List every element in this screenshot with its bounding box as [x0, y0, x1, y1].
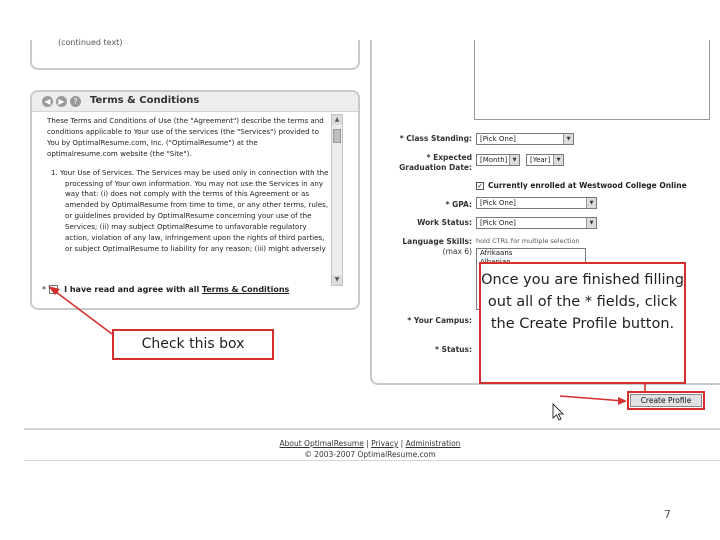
page-number: 7: [664, 508, 671, 521]
footer-divider-top: [24, 428, 720, 430]
instructions-callout: Once you are finished filling out all of the * fields, click the Create Profile button.: [479, 262, 686, 384]
terms-title: Terms & Conditions: [90, 95, 200, 106]
arrowhead-button: [618, 397, 627, 405]
help-icon[interactable]: ?: [70, 96, 81, 107]
class-standing-label: * Class Standing:: [399, 134, 472, 143]
grad-month-value: [Month]: [480, 156, 508, 164]
language-option[interactable]: Afrikaans: [480, 249, 513, 257]
class-standing-value: [Pick One]: [480, 135, 516, 143]
create-profile-button[interactable]: Create Profile: [630, 394, 702, 407]
enrolled-checkbox[interactable]: ✓: [477, 182, 483, 190]
separator: |: [400, 439, 404, 448]
terms-link[interactable]: Terms & Conditions: [201, 285, 290, 294]
chevron-down-icon: ▼: [586, 218, 596, 228]
expected-grad-label-2: Graduation Date:: [399, 163, 472, 172]
chevron-down-icon: ▼: [553, 155, 563, 165]
scroll-down-icon[interactable]: ▼: [332, 275, 342, 285]
footer-links: [0, 439, 720, 448]
chevron-down-icon: ▼: [586, 198, 596, 208]
mouse-cursor-icon: [553, 404, 563, 420]
work-status-value: [Pick One]: [480, 219, 516, 227]
campus-label: * Your Campus:: [407, 316, 472, 325]
about-link[interactable]: About OptimalResume: [279, 439, 364, 448]
gpa-value: [Pick One]: [480, 199, 516, 207]
chevron-down-icon: ▼: [563, 134, 573, 144]
chevron-down-icon: ▼: [509, 155, 519, 165]
language-hint: hold CTRL for multiple selection: [476, 237, 580, 245]
privacy-link[interactable]: Privacy: [371, 439, 399, 448]
required-marker: *: [42, 285, 46, 294]
language-skills-max: (max 6): [442, 247, 472, 256]
forward-arrow-icon[interactable]: ▶: [56, 96, 67, 107]
terms-intro: These Terms and Conditions of Use (the "Agreement") describe the terms and conditions applicable to Your use of the services (the "Services") provided to You by OptimalResume.com, Inc. ("OptimalResume") at the optimalresume.com website (the "Site").: [47, 116, 324, 158]
status-label: * Status:: [435, 345, 472, 354]
administration-link[interactable]: Administration: [405, 439, 461, 448]
previous-panel-text: (continued text): [58, 38, 123, 47]
separator: |: [366, 439, 369, 448]
enrolled-label: Currently enrolled at Westwood College Online: [488, 181, 687, 190]
terms-section-1: 1. Your Use of Services. The Services may be used only in connection with the processing of Your own information. You may not use the Services in any way that: (i) does not comply with the terms of this Agreement or as amended by OptimalResume from time to time, or any other terms, rules, or guidelines provided by OptimalResume concerning your use of the Services; (ii) may subject OptimalResume to unfavorable regulatory action, violation of any law, infringement upon the rights of third parties, or subject OptimalResume to liability for any reason; (iii) might adversely: [51, 167, 329, 253]
work-status-label: Work Status:: [417, 218, 472, 227]
language-skills-label: Language Skills:: [402, 237, 472, 246]
expected-grad-label-1: * Expected: [426, 153, 472, 162]
agree-text: I have read and agree with all: [64, 285, 200, 294]
arrow-to-button: [560, 396, 624, 401]
scroll-up-icon[interactable]: ▲: [332, 115, 342, 125]
copyright: © 2003-2007 OptimalResume.com: [304, 450, 436, 459]
back-arrow-icon[interactable]: ◀: [42, 96, 53, 107]
grad-year-value: [Year]: [530, 156, 551, 164]
gpa-label: * GPA:: [445, 200, 472, 209]
arrow-to-checkbox: [52, 289, 112, 334]
footer-divider-bottom: [24, 460, 720, 461]
check-box-callout: Check this box: [112, 329, 274, 360]
